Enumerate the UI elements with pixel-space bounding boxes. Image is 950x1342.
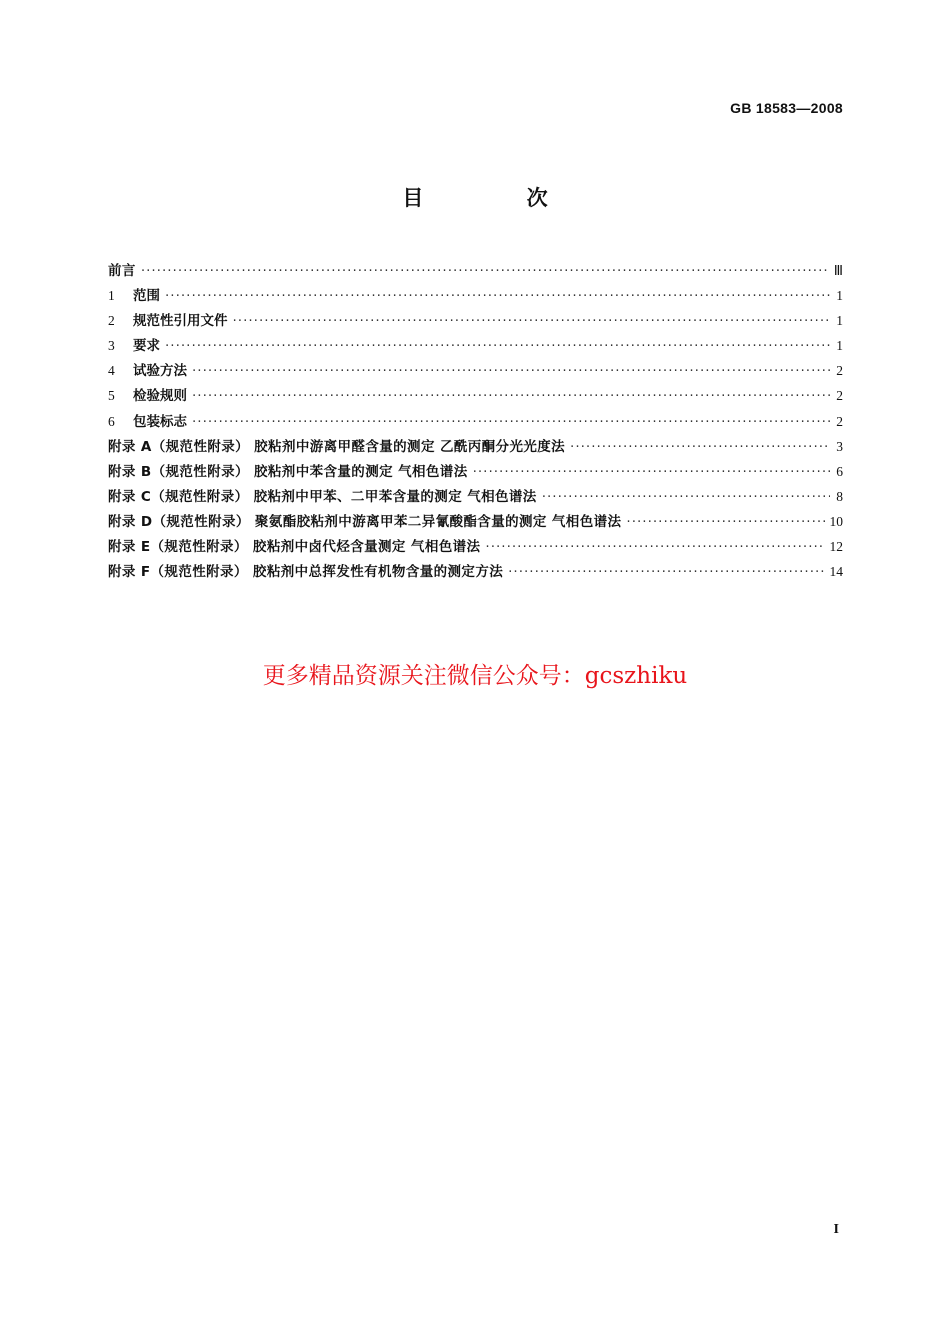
toc-leader-dots — [165, 338, 830, 354]
toc-entry-number: 3 — [108, 338, 115, 354]
toc-entry-label: 附录 C（规范性附录） 胶粘剂中甲苯、二甲苯含量的测定 气相色谱法 — [108, 488, 537, 505]
toc-leader-dots — [508, 564, 824, 580]
toc-leader-dots — [141, 263, 829, 279]
toc-entry-page: 1 — [836, 288, 843, 304]
toc-entry-label: 附录 E（规范性附录） 胶粘剂中卤代烃含量测定 气相色谱法 — [108, 539, 481, 556]
toc-entry[interactable] — [108, 460, 843, 485]
toc-entry-page: 10 — [829, 513, 843, 529]
toc-entry[interactable] — [108, 510, 843, 535]
toc-leader-dots — [570, 439, 830, 455]
toc-entry[interactable] — [108, 535, 843, 560]
toc-entry-page: 2 — [836, 413, 843, 429]
toc-entry-page: 1 — [836, 338, 843, 354]
toc-entry-page: 1 — [836, 313, 843, 329]
toc-entry-page: 12 — [829, 539, 843, 555]
toc-entry-page: 3 — [836, 438, 843, 454]
toc-entry-label: 附录 B（规范性附录） 胶粘剂中苯含量的测定 气相色谱法 — [108, 463, 468, 480]
toc-entry-label: 附录 A（规范性附录） 胶粘剂中游离甲醛含量的测定 乙酰丙酮分光光度法 — [108, 438, 566, 455]
toc-entry[interactable] — [108, 485, 843, 510]
toc-leader-dots — [542, 489, 830, 505]
toc-entry-label: 附录 F（规范性附录） 胶粘剂中总挥发性有机物含量的测定方法 — [108, 564, 504, 581]
toc-entry-label: 要求 — [133, 338, 160, 355]
toc-entry[interactable] — [108, 410, 843, 435]
toc-entry-page: 14 — [829, 564, 843, 580]
toc-entry-page: 8 — [836, 488, 843, 504]
toc-entry-page: 2 — [836, 363, 843, 379]
promo-text: 更多精品资源关注微信公众号：gcszhiku — [262, 663, 688, 689]
toc-entry-number: 4 — [108, 363, 115, 379]
toc-entry-label: 规范性引用文件 — [133, 313, 228, 330]
toc-entry-number: 5 — [108, 388, 115, 404]
toc-entry[interactable] — [108, 435, 843, 460]
toc-entry[interactable] — [108, 334, 843, 359]
toc-entry[interactable] — [108, 259, 843, 284]
toc-entry-label: 检验规则 — [133, 388, 187, 405]
toc-entry[interactable] — [108, 359, 843, 384]
standard-code: GB 18583—2008 — [730, 100, 843, 116]
table-of-contents — [108, 259, 843, 585]
toc-leader-dots — [192, 414, 830, 430]
toc-entry-label: 范围 — [133, 288, 160, 305]
toc-entry-label: 包装标志 — [133, 413, 187, 430]
toc-entry[interactable] — [108, 284, 843, 309]
toc-entry[interactable] — [108, 384, 843, 409]
toc-leader-dots — [233, 313, 831, 329]
toc-entry-page: Ⅲ — [833, 263, 843, 278]
toc-leader-dots — [165, 288, 830, 304]
toc-leader-dots — [192, 363, 830, 379]
toc-entry[interactable] — [108, 560, 843, 585]
toc-entry-label: 试验方法 — [133, 363, 187, 380]
toc-leader-dots — [626, 514, 824, 530]
page-number: I — [833, 1222, 839, 1237]
toc-entry-page: 6 — [836, 463, 843, 479]
toc-leader-dots — [192, 388, 830, 404]
toc-title: 目 次 — [402, 186, 596, 210]
toc-entry-number: 1 — [108, 288, 115, 304]
toc-entry-number: 2 — [108, 313, 115, 329]
toc-entry-number: 6 — [108, 413, 115, 429]
toc-leader-dots — [473, 464, 830, 480]
toc-leader-dots — [485, 539, 824, 555]
toc-entry[interactable] — [108, 309, 843, 334]
toc-entry-page: 2 — [836, 388, 843, 404]
toc-entry-label: 前言 — [108, 263, 136, 279]
toc-entry-label: 附录 D（规范性附录） 聚氨酯胶粘剂中游离甲苯二异氰酸酯含量的测定 气相色谱法 — [108, 513, 622, 530]
